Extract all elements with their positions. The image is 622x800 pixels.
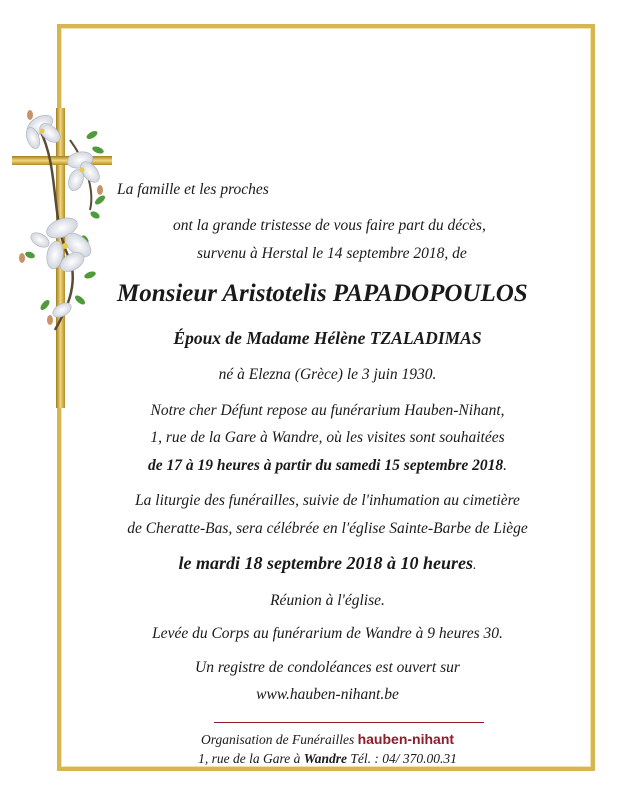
funeral-line-2: de Cheratte-Bas, sera célébrée en l'église Sainte-Barbe de Liège (127, 520, 528, 537)
brand-logo: hauben-nihant (357, 731, 455, 747)
address-start: 1, rue de la Gare à (198, 751, 304, 766)
spouse-line: Époux de Madame Hélène TZALADIMAS (173, 328, 482, 348)
footer-organisation (60, 731, 595, 748)
intro-line-3: survenu à Herstal le 14 septembre 2018, de (197, 245, 467, 262)
funeral-date-end: . (473, 558, 477, 573)
intro-line-1: La famille et les proches (117, 181, 269, 198)
visitation-hours (60, 457, 595, 475)
funeral-line-1: La liturgie des funérailles, suivie de l'inhumation au cimetière (135, 492, 520, 509)
funeral-date (60, 553, 595, 574)
birth-line: né à Elezna (Grèce) le 3 juin 1930. (218, 366, 437, 383)
visitation-line-1: Notre cher Défunt repose au funérarium Hauben-Nihant, (150, 402, 505, 419)
address-phone: Tél. : 04/ 370.00.31 (347, 751, 457, 766)
levee-line: Levée du Corps au funérarium de Wandre à 9 heures 30. (152, 625, 503, 642)
deceased-name: Monsieur Aristotelis PAPADOPOULOS (117, 280, 528, 307)
intro-line-2: ont la grande tristesse de vous faire part du décès, (173, 217, 486, 234)
visitation-hours-text: de 17 à 19 heures à partir du samedi 15 septembre 2018 (147, 457, 504, 474)
funeral-date-text: le mardi 18 septembre 2018 à 10 heures (178, 553, 473, 573)
address-town: Wandre (303, 751, 347, 766)
register-website[interactable]: www.hauben-nihant.be (256, 686, 399, 703)
footer-divider (214, 722, 484, 723)
gathering-line: Réunion à l'église. (270, 592, 385, 609)
visitation-hours-end: . (503, 457, 508, 474)
register-line: Un registre de condoléances est ouvert sur (195, 659, 460, 676)
visitation-line-2: 1, rue de la Gare à Wandre, où les visites sont souhaitées (150, 429, 505, 446)
gold-cross-icon (0, 0, 140, 420)
organisation-label: Organisation de Funérailles (200, 732, 358, 747)
footer-address (60, 751, 595, 767)
